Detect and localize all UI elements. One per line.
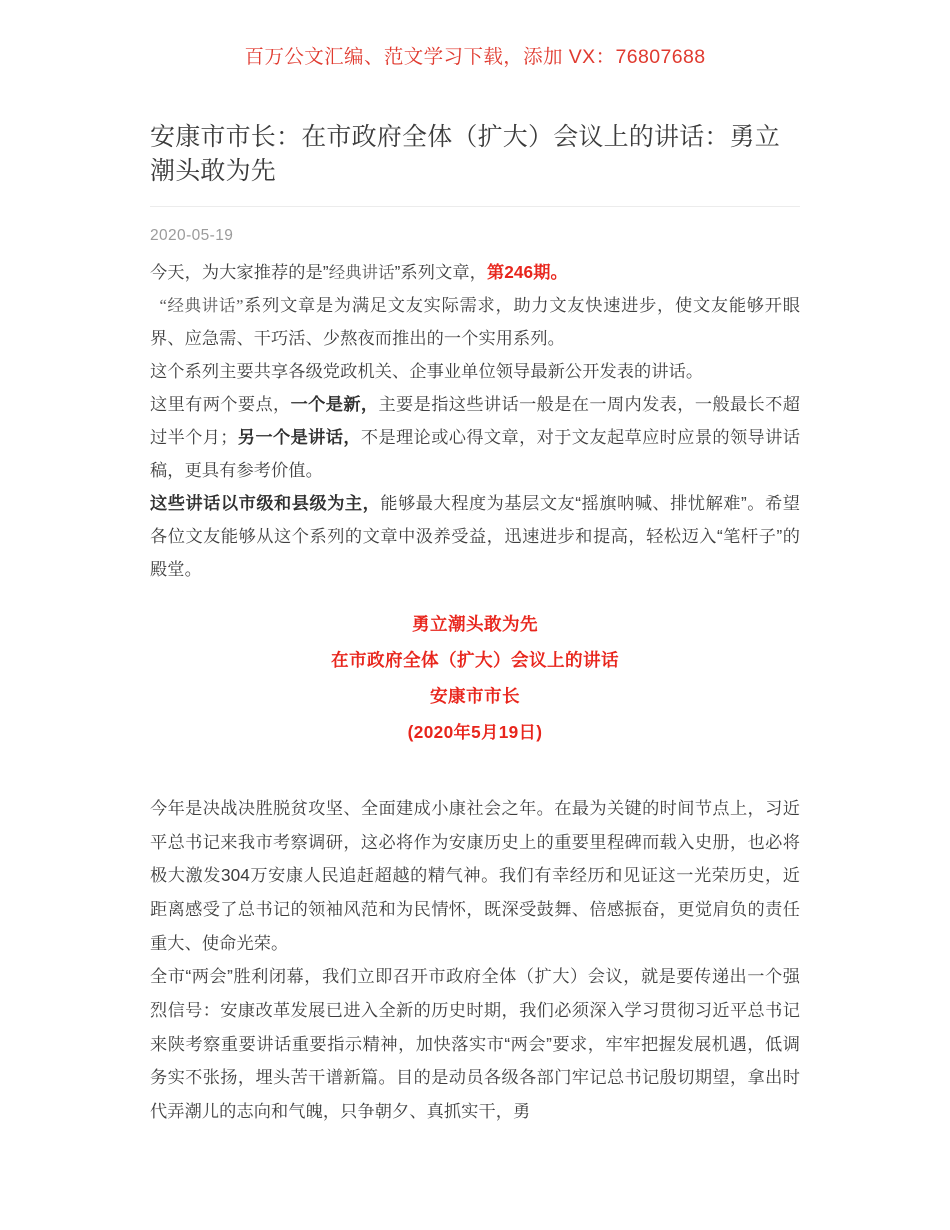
body-paragraph: 全市“两会”胜利闭幕，我们立即召开市政府全体（扩大）会议，就是要传递出一个强烈信号：安康改革发展已进入全新的历史时期，我们必须深入学习贯彻习近平总书记来陕考察重要讲话重要指示精神，加快落实市“两会”要求，牢牢把握发展机遇，低调务实不张扬，埋头苦干谱新篇。目的是动员各级各部门牢记总书记殷切期望，拿出时代弄潮儿的志向和气魄，只争朝夕、真抓实干，勇 [150, 966, 800, 1122]
speech-body [150, 792, 800, 1129]
intro-bold-point-2: 另一个是讲话， [237, 427, 361, 448]
promo-banner-text: 百万公文汇编、范文学习下载，添加 VX：76807688 [244, 46, 706, 68]
intro-paragraph-5 [150, 487, 800, 586]
speech-heading-date: (2020年5月19日) [407, 721, 543, 742]
intro-section [150, 256, 800, 586]
speech-heading-line-3: 安康市市长 [430, 686, 520, 707]
article-container [150, 68, 800, 1129]
intro-bold-point-1: 一个是新， [290, 394, 379, 415]
quote-open-mark: “ [159, 296, 167, 316]
intro-paragraph-2 [150, 289, 800, 355]
speech-heading-block [150, 606, 800, 749]
intro-quote-1: 经典讲话 [328, 263, 395, 283]
quote-close-mark: ” [236, 296, 244, 316]
intro-bold-point-3: 这些讲话以市级和县级为主， [150, 493, 381, 514]
intro-text-4c: 主要是指这些讲话一般是在一周内发表，一般最长不超过半个月； [150, 394, 800, 448]
speech-heading-line-1: 勇立潮头敢为先 [412, 614, 538, 635]
intro-text-1a: 今天，为大家推荐的是” [150, 262, 329, 283]
issue-number-highlight: 第246期。 [486, 262, 568, 283]
intro-paragraph-4 [150, 388, 800, 487]
page-title: 安康市市长：在市政府全体（扩大）会议上的讲话：勇立潮头敢为先 [150, 122, 781, 185]
intro-text-4d: 不是理论或心得文章，对于文友起草应时应景的领导讲话稿，更具有参考价值。 [150, 427, 800, 481]
intro-paragraph-1 [150, 256, 800, 289]
intro-text-5: 能够最大程度为基层文友“摇旗呐喊、排忧解难”。希望各位文友能够从这个系列的文章中汲养受益，迅速进步和提高，轻松迈入“笔杆子”的殿堂。 [150, 493, 800, 580]
intro-quote-2: 经典讲话 [166, 296, 237, 316]
promo-banner [0, 0, 950, 68]
publish-date: 2020-05-19 [150, 226, 234, 244]
speech-heading-line-2: 在市政府全体（扩大）会议上的讲话 [331, 650, 619, 671]
title-divider [150, 206, 800, 207]
intro-paragraph-3: 这个系列主要共享各级党政机关、企事业单位领导最新公开发表的讲话。 [150, 361, 704, 382]
intro-text-2: 系列文章是为满足文友实际需求，助力文友快速进步，使文友能够开眼界、应急需、干巧活、少熬夜而推出的一个实用系列。 [150, 295, 801, 349]
intro-text-1b: ”系列文章， [394, 262, 487, 283]
body-paragraph: 今年是决战决胜脱贫攻坚、全面建成小康社会之年。在最为关键的时间节点上，习近平总书记来我市考察调研，这必将作为安康历史上的重要里程碑而载入史册，也必将极大激发304万安康人民追赶超越的精气神。我们有幸经历和见证这一光荣历史，近距离感受了总书记的领袖风范和为民情怀，既深受鼓舞、倍感振奋，更觉肩负的责任重大、使命光荣。 [150, 797, 800, 953]
intro-text-4a: 这里有两个要点， [150, 394, 291, 415]
